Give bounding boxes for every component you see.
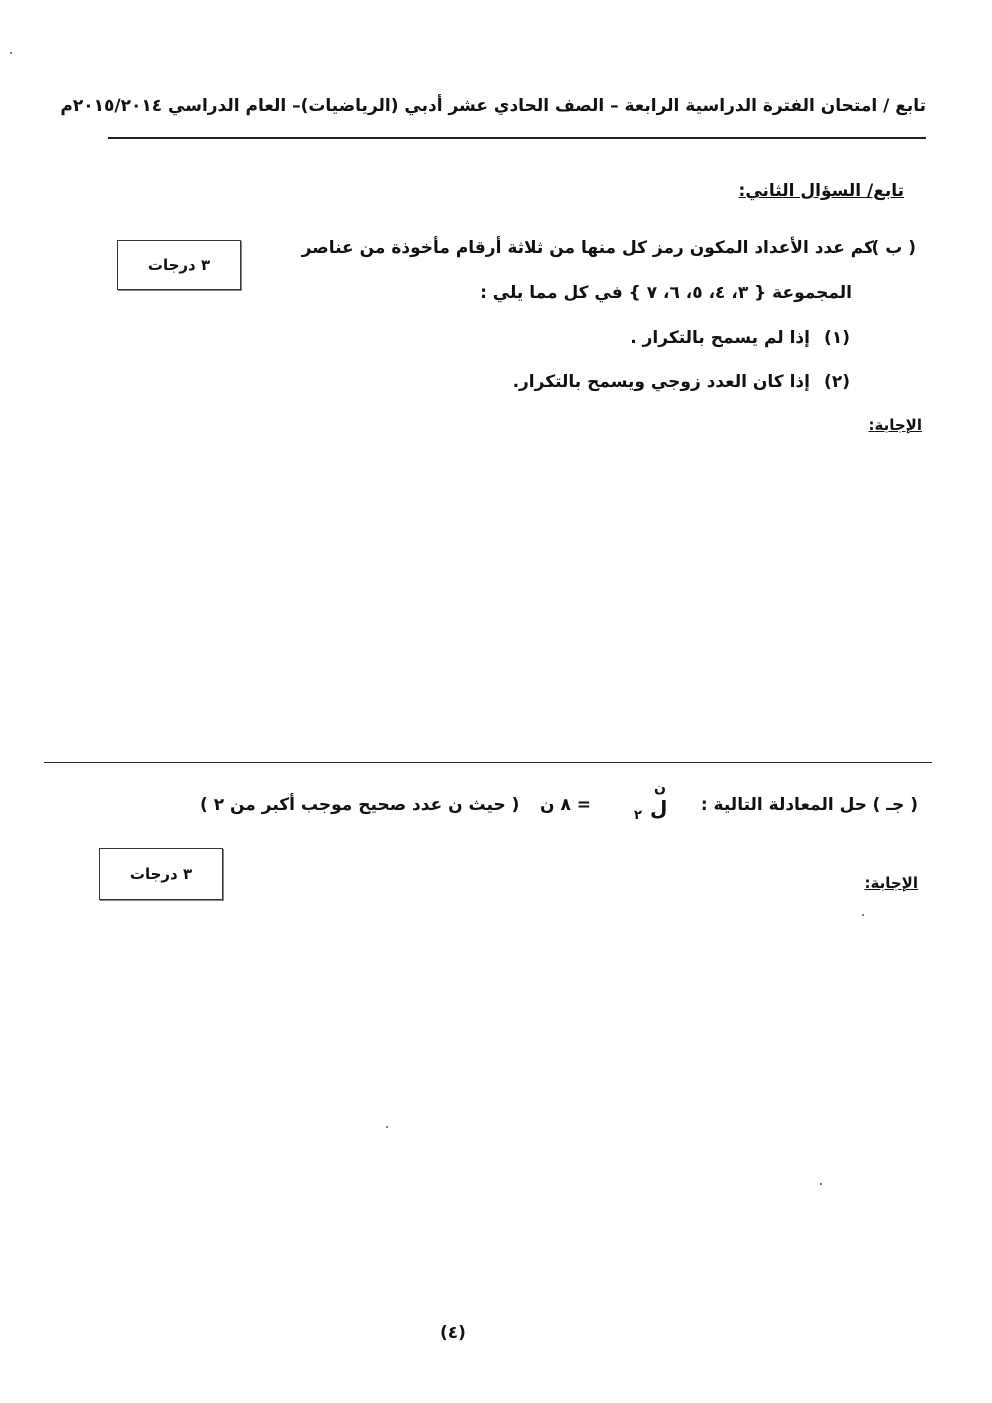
marks-label: ٣ درجات (147, 256, 211, 274)
page-number: (٤) (440, 1323, 466, 1343)
marks-label: ٣ درجات (129, 865, 193, 883)
part-b-question-line2: المجموعة { ٣، ٤، ٥، ٦، ٧ } في كل مما يلي : (480, 283, 852, 303)
header-rule (108, 137, 926, 139)
equation-symbol: ل (650, 796, 668, 820)
equation-rhs: = ٨ ن (540, 795, 591, 815)
part-c-condition: ( حيث ن عدد صحيح موجب أكبر من ٢ ) (200, 795, 520, 815)
scan-speck (10, 52, 12, 54)
marks-box-b (117, 240, 241, 290)
part-c-prompt: حل المعادلة التالية : (700, 795, 867, 815)
part-c-label: ( جـ ) (872, 795, 918, 815)
scan-speck (386, 1126, 388, 1128)
question-continuation-title: تابع/ السؤال الثاني: (738, 181, 904, 201)
exam-header: تابع / امتحان الفترة الدراسية الرابعة – الصف الحادي عشر أدبي (الرياضيات)– العام الدراسي ٢٠١٥/٢٠١٤م (60, 96, 926, 116)
item-1-text: إذا لم يسمح بالتكرار . (630, 328, 810, 348)
equation-superscript: ن (654, 780, 666, 796)
part-b-label: ( ب ) (871, 238, 916, 258)
item-2-number: (٢) (824, 372, 850, 392)
item-1-number: (١) (824, 328, 850, 348)
equation-subscript: ٢ (634, 808, 642, 823)
answer-label-b: الإجابة: (868, 416, 922, 434)
answer-label-c: الإجابة: (864, 874, 918, 892)
scan-speck (820, 1183, 822, 1185)
scan-speck (862, 914, 864, 916)
permutation-equation (628, 780, 688, 823)
marks-box-c (99, 848, 223, 900)
section-separator (44, 762, 932, 763)
part-b-question-line1: كم عدد الأعداد المكون رمز كل منها من ثلاثة أرقام مأخوذة من عناصر (301, 238, 874, 258)
item-2-text: إذا كان العدد زوجي ويسمح بالتكرار. (512, 372, 810, 392)
